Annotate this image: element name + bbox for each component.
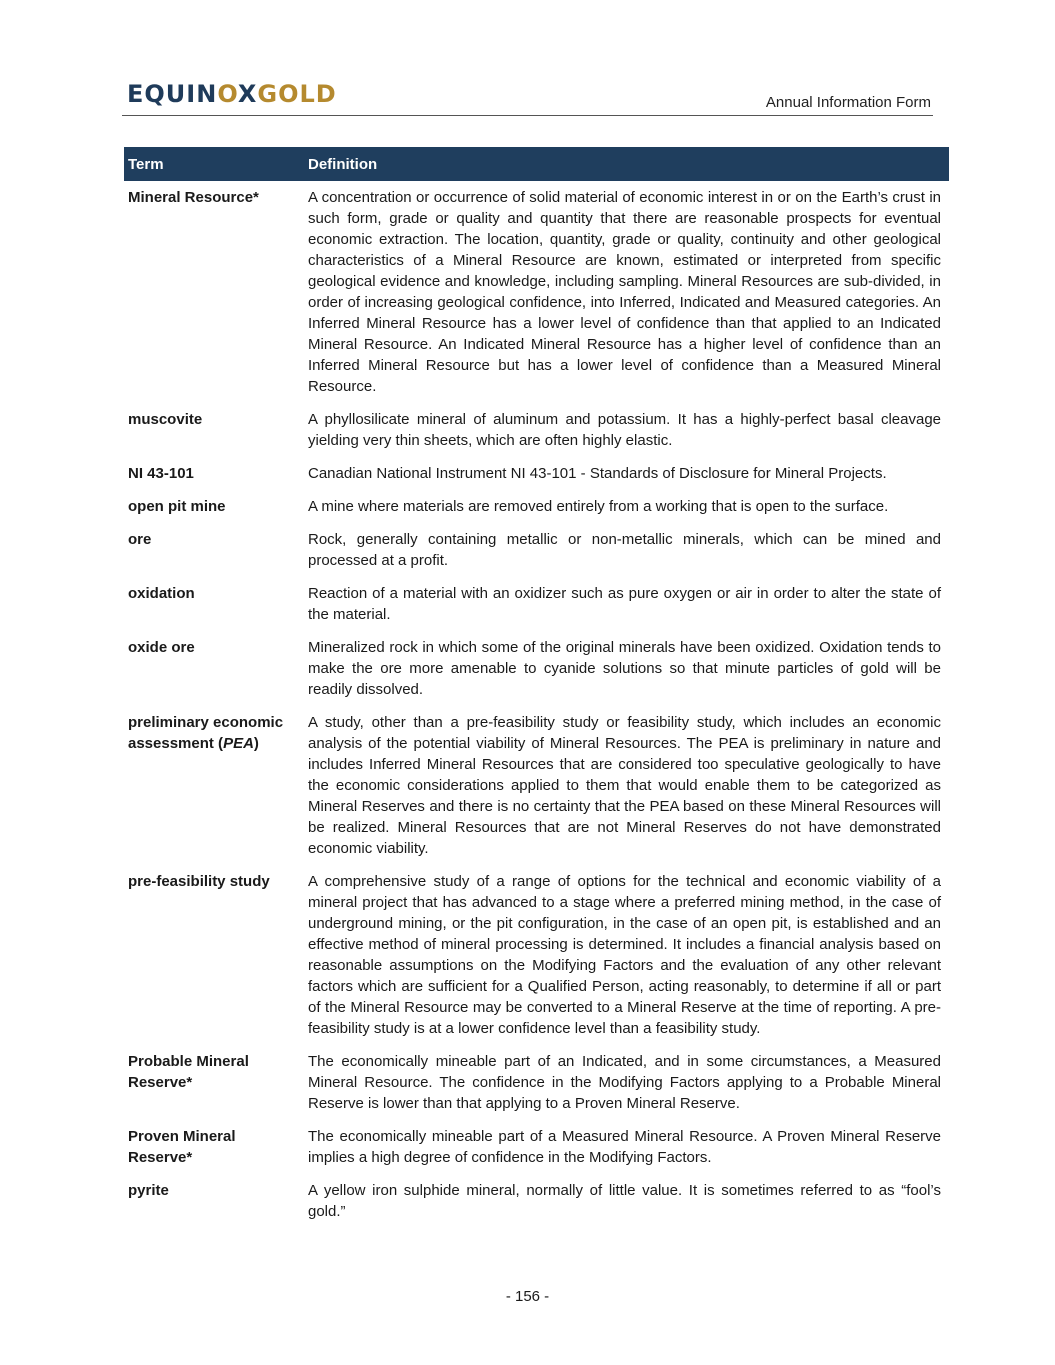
term-cell: muscovite bbox=[128, 411, 203, 428]
term-abbreviation: PEA bbox=[223, 735, 254, 752]
term-cell: Proven Mineral Reserve* bbox=[128, 1128, 236, 1166]
table-row bbox=[124, 865, 949, 1045]
table-row bbox=[124, 490, 949, 523]
definition-cell: A concentration or occurrence of solid material of economic interest in or on the Earth’s crust in such form, grade or quality and quantity that there are reasonable prospects for eventual economic extraction. The location, quantity, grade or quality, continuity and other geological characteristics of a Mineral Resource are known, estimated or interpreted from specific geological evidence and knowledge, including sampling. Mineral Resources are sub-divided, in order of increasing geological confidence, into Inferred, Indicated and Measured categories. An Inferred Mineral Resource has a lower level of confidence than that applied to an Indicated Mineral Resource. An Indicated Mineral Resource has a higher level of confidence than an Inferred Mineral Resource but has a lower level of confidence than a Measured Mineral Resource. bbox=[308, 189, 941, 395]
definition-cell: A mine where materials are removed entirely from a working that is open to the surface. bbox=[308, 498, 889, 515]
term-cell: open pit mine bbox=[128, 498, 226, 515]
header-divider bbox=[122, 115, 933, 116]
definition-cell: The economically mineable part of an Indicated, and in some circumstances, a Measured Mineral Resource. The confidence in the Modifying Factors applying to a Probable Mineral Reserve is lower than that applying to a Proven Mineral Reserve. bbox=[308, 1053, 941, 1112]
glossary-table bbox=[124, 147, 949, 1228]
term-column-header: Term bbox=[124, 147, 304, 181]
definition-column-header: Definition bbox=[304, 147, 949, 181]
definition-cell: A yellow iron sulphide mineral, normally of little value. It is sometimes referred to as “fool’s gold.” bbox=[308, 1182, 941, 1220]
definition-cell: The economically mineable part of a Measured Mineral Resource. A Proven Mineral Reserve implies a high degree of confidence in the Modifying Factors. bbox=[308, 1128, 941, 1166]
term-cell: Mineral Resource* bbox=[128, 189, 259, 206]
table-row bbox=[124, 403, 949, 457]
term-cell bbox=[124, 706, 304, 865]
definition-cell: A study, other than a pre-feasibility study or feasibility study, which includes an economic analysis of the potential viability of Mineral Resources. The PEA is preliminary in nature and includes Inferred Mineral Resources that are considered too speculative geologically to have the economic considerations applied to them that would enable them to be categorized as Mineral Reserves and there is no certainty that the PEA based on these Mineral Resources will be realized. Mineral Resources that are not Mineral Reserves do not have demonstrated economic viability. bbox=[308, 714, 941, 857]
term-text: preliminary economic assessment ( bbox=[128, 714, 284, 752]
table-row bbox=[124, 181, 949, 403]
table-row bbox=[124, 706, 949, 865]
definition-cell: A phyllosilicate mineral of aluminum and potassium. It has a highly-perfect basal cleavage yielding very thin sheets, which are often highly elastic. bbox=[308, 411, 941, 449]
definition-cell: Mineralized rock in which some of the original minerals have been oxidized. Oxidation tends to make the ore more amenable to cyanide solutions so that minute particles of gold will be readily dissolved. bbox=[308, 639, 941, 698]
table-row bbox=[124, 523, 949, 577]
page-number: - 156 - bbox=[505, 1288, 550, 1305]
term-cell: oxidation bbox=[128, 585, 195, 602]
term-text-suffix: ) bbox=[253, 735, 259, 752]
definition-cell: Canadian National Instrument NI 43-101 - Standards of Disclosure for Mineral Projects. bbox=[308, 465, 887, 482]
table-row bbox=[124, 1045, 949, 1120]
definition-cell: Reaction of a material with an oxidizer such as pure oxygen or air in order to alter the state of the material. bbox=[308, 585, 941, 623]
term-cell: pre-feasibility study bbox=[128, 873, 270, 890]
table-row bbox=[124, 1174, 949, 1228]
company-logo: EQUINOXGOLD bbox=[127, 80, 337, 108]
term-cell: Probable Mineral Reserve* bbox=[128, 1053, 249, 1091]
table-header-row bbox=[124, 147, 949, 181]
table-row bbox=[124, 577, 949, 631]
document-title: Annual Information Form bbox=[765, 94, 931, 111]
term-cell: ore bbox=[128, 531, 152, 548]
term-cell: oxide ore bbox=[128, 639, 195, 656]
term-cell: NI 43-101 bbox=[128, 465, 194, 482]
definition-cell: A comprehensive study of a range of options for the technical and economic viability of a mineral project that has advanced to a stage where a preferred mining method, in the case of underground mining, or the pit configuration, in the case of an open pit, is established and an effective method of mineral processing is determined. It includes a financial analysis based on reasonable assumptions on the Modifying Factors and the evaluation of any other relevant factors which are sufficient for a Qualified Person, acting reasonably, to determine if all or part of the Mineral Resource may be converted to a Mineral Reserve at the time of reporting. A pre-feasibility study is at a lower confidence level than a feasibility study. bbox=[308, 873, 941, 1037]
table-row bbox=[124, 457, 949, 490]
table-row bbox=[124, 631, 949, 706]
table-row bbox=[124, 1120, 949, 1174]
term-cell: pyrite bbox=[128, 1182, 169, 1199]
definition-cell: Rock, generally containing metallic or non-metallic minerals, which can be mined and processed at a profit. bbox=[308, 531, 941, 569]
